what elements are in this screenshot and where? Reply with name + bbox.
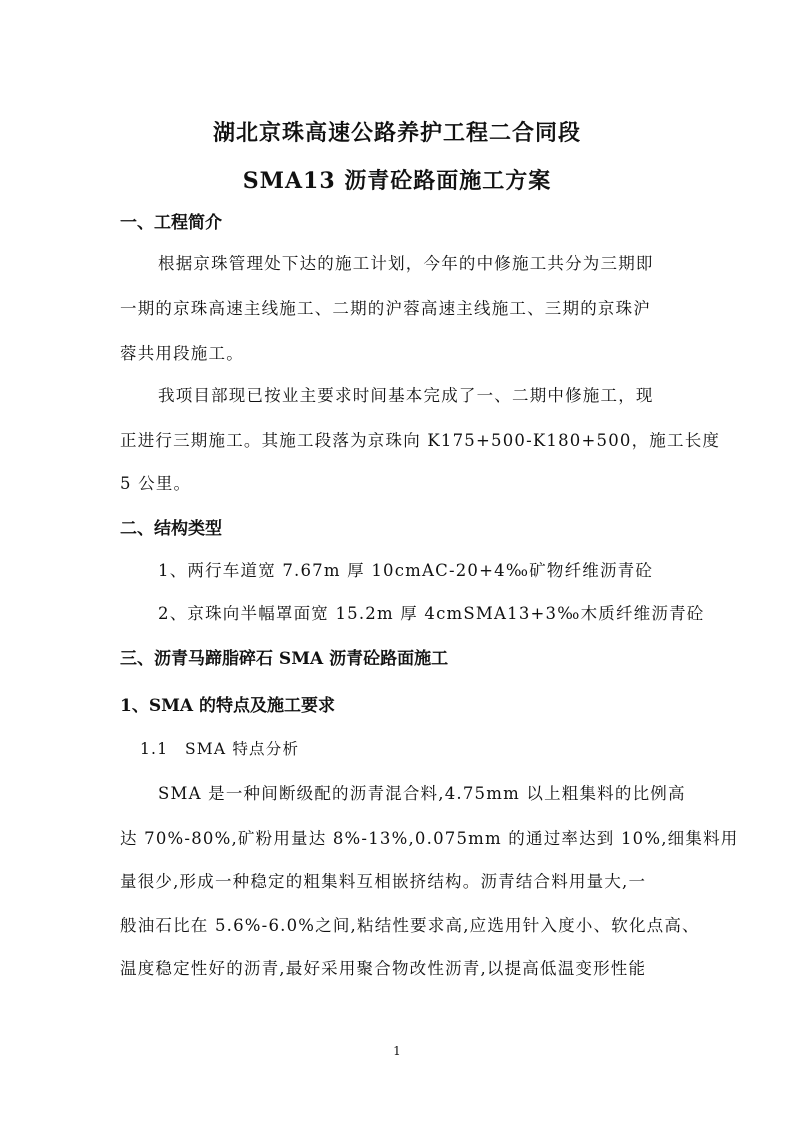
sma-para-line5: 温度稳定性好的沥青,最好采用聚合物改性沥青,以提高低温变形性能 bbox=[120, 959, 647, 978]
section3-1-1-heading: 1.1 SMA 特点分析 bbox=[140, 740, 300, 758]
sec1-para2-line1: 我项目部现已按业主要求时间基本完成了一、二期中修施工，现 bbox=[158, 386, 654, 405]
sec1-para2-line3: 5 公里。 bbox=[120, 474, 192, 493]
sma-para-line1: SMA 是一种间断级配的沥青混合料,4.75mm 以上粗集料的比例高 bbox=[158, 784, 686, 803]
sec1-para1-line1: 根据京珠管理处下达的施工计划，今年的中修施工共分为三期即 bbox=[158, 254, 654, 273]
section3-1-heading: 1、SMA 的特点及施工要求 bbox=[120, 696, 336, 716]
section1-heading: 一、工程简介 bbox=[120, 213, 222, 233]
page-number: 1 bbox=[393, 1044, 401, 1058]
sec1-para1-line2: 一期的京珠高速主线施工、二期的沪蓉高速主线施工、三期的京珠沪 bbox=[120, 299, 651, 318]
sec2-item2: 2、京珠向半幅罩面宽 15.2m 厚 4cmSMA13+3‰木质纤维沥青砼 bbox=[158, 604, 705, 623]
sec1-para1-line3: 蓉共用段施工。 bbox=[120, 344, 244, 363]
doc-title-line1: 湖北京珠高速公路养护工程二合同段 bbox=[212, 120, 581, 146]
section3-heading: 三、沥青马蹄脂碎石 SMA 沥青砼路面施工 bbox=[120, 649, 449, 669]
sma-para-line4: 般油石比在 5.6%-6.0%之间,粘结性要求高,应选用针入度小、软化点高、 bbox=[120, 916, 700, 935]
sec1-para2-line2: 正进行三期施工。其施工段落为京珠向 K175+500-K180+500，施工长度 bbox=[120, 431, 721, 450]
sma-para-line3: 量很少,形成一种稳定的粗集料互相嵌挤结构。沥青结合料用量大,一 bbox=[120, 872, 647, 891]
sec2-item1: 1、两行车道宽 7.67m 厚 10cmAC-20+4‰矿物纤维沥青砼 bbox=[158, 561, 654, 580]
section2-heading: 二、结构类型 bbox=[120, 519, 222, 539]
doc-title-line2: SMA13 沥青砼路面施工方案 bbox=[242, 168, 552, 194]
sma-para-line2: 达 70%-80%,矿粉用量达 8%-13%,0.075mm 的通过率达到 10%,细集料用 bbox=[120, 829, 739, 848]
